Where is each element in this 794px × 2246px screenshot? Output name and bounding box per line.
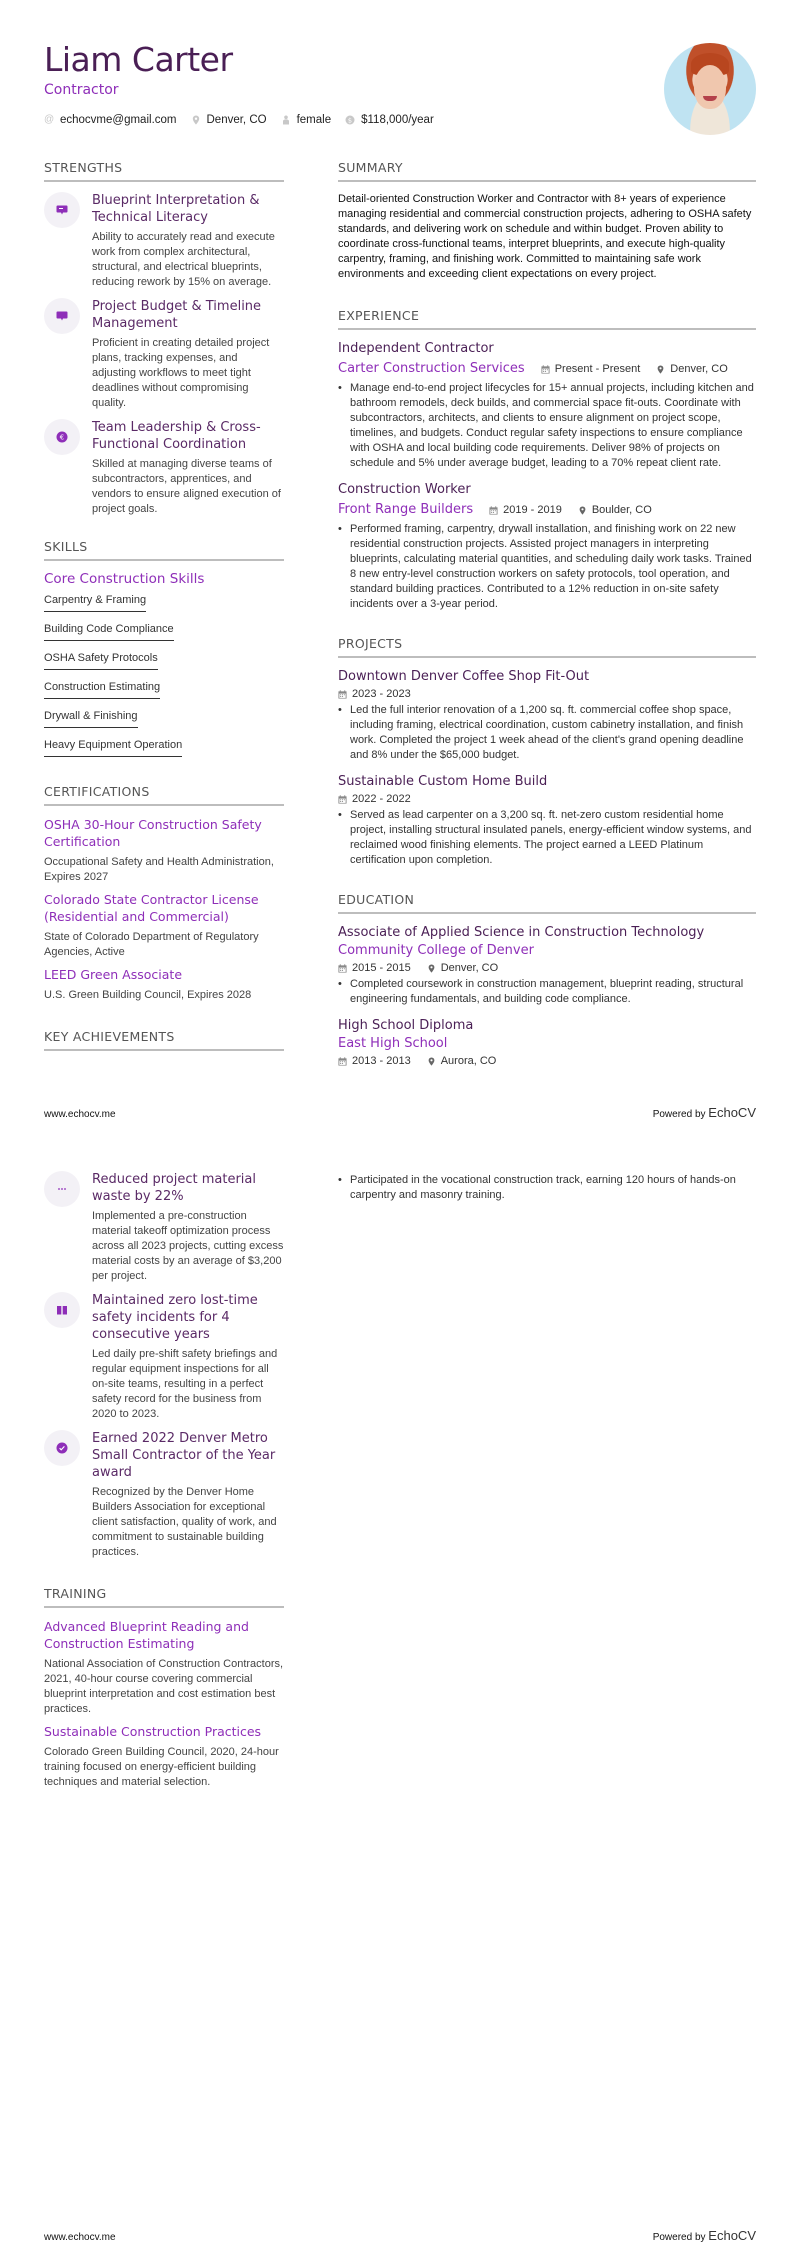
experience-entry [338,340,756,471]
contact-location [191,114,267,126]
training-title: Sustainable Construction Practices [44,1724,262,1739]
project-title: Downtown Denver Coffee Shop Fit-Out [338,669,590,684]
calendar-icon [338,690,347,699]
bullet-point: • Led the full interior renovation of a 1,200 sq. ft. commercial coffee shop space, including framing, electrical coordination, custom cabinetry installation, and finish work. Completed the project 1 week ahead of the client's grand opening deadline and 8% under the $65,000 budget. [338,704,744,761]
date-range: Present - Present [541,363,641,375]
date-range: 2013 - 2013 [338,1055,411,1067]
map-pin-icon [191,115,201,125]
ellipsis-icon [44,1171,80,1207]
profile-photo [664,43,756,135]
achievements-heading: KEY ACHIEVEMENTS [44,1029,284,1051]
strengths-heading: STRENGTHS [44,160,284,182]
contact-salary [345,114,434,126]
candidate-name: Liam Carter [44,40,233,79]
location-text: Denver, CO [206,114,267,126]
right-column [338,160,756,1077]
summary-text: Detail-oriented Construction Worker and Contractor with 8+ years of experience managing residential and commercial construction projects, adhering to OSHA safety standards, and delivering work on schedule and within budget. Proven ability to coordinate cross-functional teams, interpret blueprints, and execute high-quality carpentry, framing, and finishing work. Committed to maintaining safe work environments and exceeding client expectations on every project. [338,193,752,280]
job-title: Independent Contractor [338,341,494,356]
achievement-desc: Led daily pre-shift safety briefings and regular equipment inspections for all on-site teams, resulting in a perfect safety record for the business from 2020 to 2023. [92,1348,278,1420]
certification-title: LEED Green Associate [44,967,183,982]
training-desc: National Association of Construction Contractors, 2021, 40-hour course covering commercial blueprint interpretation and cost estimation best practices. [44,1658,284,1715]
map-pin-icon [656,365,665,374]
achievement-desc: Recognized by the Denver Home Builders Association for exceptional client satisfaction, quality of work, and commitment to sustainable building practices. [92,1486,277,1558]
degree-title: High School Diploma [338,1018,474,1033]
chat-bubble-icon [44,192,80,228]
certification-desc: State of Colorado Department of Regulatory Agencies, Active [44,931,259,958]
strength-item [44,192,284,290]
resume-page-2 [0,1123,794,2246]
summary-heading: SUMMARY [338,160,756,182]
map-pin-icon [427,964,436,973]
strength-desc: Proficient in creating detailed project plans, tracking expenses, and adjusting workflows to meet tight deadlines without compromising quality. [92,337,270,409]
bullet-point: • Participated in the vocational construction track, earning 120 hours of hands-on carpentry and masonry training. [338,1174,736,1201]
strength-title: Blueprint Interpretation & Technical Literacy [92,193,260,225]
achievement-item [44,1171,284,1284]
project-entry [338,668,756,763]
svg-text:€: € [59,433,65,442]
strength-item [44,298,284,411]
date-range: 2015 - 2015 [338,962,411,974]
page-footer [44,1105,756,1120]
at-sign-icon: @ [44,114,55,125]
project-title: Sustainable Custom Home Build [338,774,548,789]
calendar-icon [541,365,550,374]
training-heading: TRAINING [44,1586,284,1608]
map-pin-icon [578,506,587,515]
company-name: Carter Construction Services [338,361,525,376]
bullet-point: • Served as lead carpenter on a 3,200 sq. ft. net-zero custom residential home project, installing structural insulated panels, energy-efficient window systems, and reclaimed wood finishing elements. The project earned a LEED Platinum certification upon completion. [338,809,752,866]
strength-item [44,419,284,517]
skill-tag: Building Code Compliance [44,623,174,641]
bullet-point: • Completed coursework in construction management, blueprint reading, structural engineering fundamentals, and building code compliance. [338,978,744,1005]
left-column-continued [44,1171,284,1796]
school-location: Denver, CO [427,962,498,974]
date-range: 2019 - 2019 [489,504,562,516]
strength-title: Team Leadership & Cross-Functional Coordination [92,420,261,452]
check-circle-icon [44,1430,80,1466]
footer-powered-by: Powered by EchoCV [652,1105,756,1120]
coin-icon [345,115,355,125]
calendar-icon [338,964,347,973]
job-location: Boulder, CO [578,504,652,516]
map-pin-icon [427,1057,436,1066]
footer-site-link[interactable]: www.echocv.me [44,2232,116,2243]
achievement-title: Earned 2022 Denver Metro Small Contractor of the Year award [92,1431,276,1480]
contact-email[interactable] [44,114,177,126]
contact-row [44,114,644,126]
education-entry [338,1017,756,1067]
euro-coin-icon [44,419,80,455]
certification-title: Colorado State Contractor License (Residential and Commercial) [44,892,259,924]
school-location: Aurora, CO [427,1055,497,1067]
right-column-continued [338,1173,756,1203]
education-entry [338,924,756,1007]
job-location: Denver, CO [656,363,727,375]
experience-heading: EXPERIENCE [338,308,756,330]
degree-title: Associate of Applied Science in Construction Technology [338,925,705,940]
experience-entry [338,481,756,612]
skill-group-title: Core Construction Skills [44,571,205,587]
calendar-icon [489,506,498,515]
calendar-icon [338,795,347,804]
achievement-item [44,1430,284,1560]
resume-header [44,40,644,126]
chat-bubble-icon [44,298,80,334]
training-desc: Colorado Green Building Council, 2020, 24-hour training focused on energy-efficient building techniques and material selection. [44,1746,279,1788]
education-heading: EDUCATION [338,892,756,914]
date-range: 2023 - 2023 [338,688,411,700]
job-title: Construction Worker [338,482,471,497]
page-footer [44,2228,756,2243]
bullet-point: • Performed framing, carpentry, drywall installation, and finishing work on 22 new residential construction projects. Assisted project managers in interpreting blueprints, calculating material quantities, and scheduling daily work tasks. Trained 8 new entry-level construction workers on safety protocols, tool operation, and standard building practices. Contributed to a 12% reduction in on-site safety incidents over a 3-year period. [338,523,752,610]
certifications-heading: CERTIFICATIONS [44,784,284,806]
certification-desc: U.S. Green Building Council, Expires 2028 [44,989,252,1001]
candidate-role: Contractor [44,82,119,98]
achievement-title: Reduced project material waste by 22% [92,1172,256,1204]
certification-title: OSHA 30-Hour Construction Safety Certification [44,817,262,849]
salary-text: $118,000/year [361,114,434,126]
project-entry [338,773,756,868]
school-name: Community College of Denver [338,943,534,958]
skill-tag: Drywall & Finishing [44,710,138,728]
skill-tag: OSHA Safety Protocols [44,652,158,670]
strength-desc: Skilled at managing diverse teams of subcontractors, apprentices, and vendors to ensure aligned execution of project goals. [92,458,281,515]
skill-tag: Carpentry & Framing [44,594,146,612]
achievement-desc: Implemented a pre-construction material takeoff optimization process across all 2023 projects, cutting excess material costs by an average of $3,200 per project. [92,1210,284,1282]
calendar-icon [338,1057,347,1066]
training-title: Advanced Blueprint Reading and Construction Estimating [44,1619,249,1651]
skill-tag: Construction Estimating [44,681,160,699]
projects-heading: PROJECTS [338,636,756,658]
email-text: echocvme@gmail.com [60,114,177,126]
book-icon [44,1292,80,1328]
brand-logo[interactable]: EchoCV [708,1105,756,1120]
company-name: Front Range Builders [338,502,474,517]
footer-site-link[interactable]: www.echocv.me [44,1109,116,1120]
strength-title: Project Budget & Timeline Management [92,299,262,331]
bullet-point: • Manage end-to-end project lifecycles for 15+ annual projects, including kitchen and bathroom remodels, deck builds, and commercial space fit-outs. Coordinate with subcontractors, architects, and clients to ensure alignment on project scope, timelines, and budgets. Conduct regular safety inspections to ensure compliance with OSHA and local building code requirements. Deliver 98% of projects on schedule and 5% under average budget, leading to a 70% repeat client rate. [338,382,754,469]
footer-powered-by: Powered by EchoCV [652,2228,756,2243]
date-range: 2022 - 2022 [338,793,411,805]
svg-text:$: $ [348,116,353,125]
contact-gender [281,114,332,126]
brand-logo[interactable]: EchoCV [708,2228,756,2243]
skill-tag: Heavy Equipment Operation [44,739,182,757]
achievement-title: Maintained zero lost-time safety incidents for 4 consecutive years [92,1293,258,1342]
achievement-item [44,1292,284,1422]
left-column [44,160,284,1061]
person-icon [281,115,291,125]
skills-heading: SKILLS [44,539,284,561]
gender-text: female [296,114,332,126]
certification-desc: Occupational Safety and Health Administration, Expires 2027 [44,856,274,883]
strength-desc: Ability to accurately read and execute work from complex architectural, structural, and electrical blueprints, reducing rework by 15% on average. [92,231,275,288]
school-name: East High School [338,1036,448,1051]
